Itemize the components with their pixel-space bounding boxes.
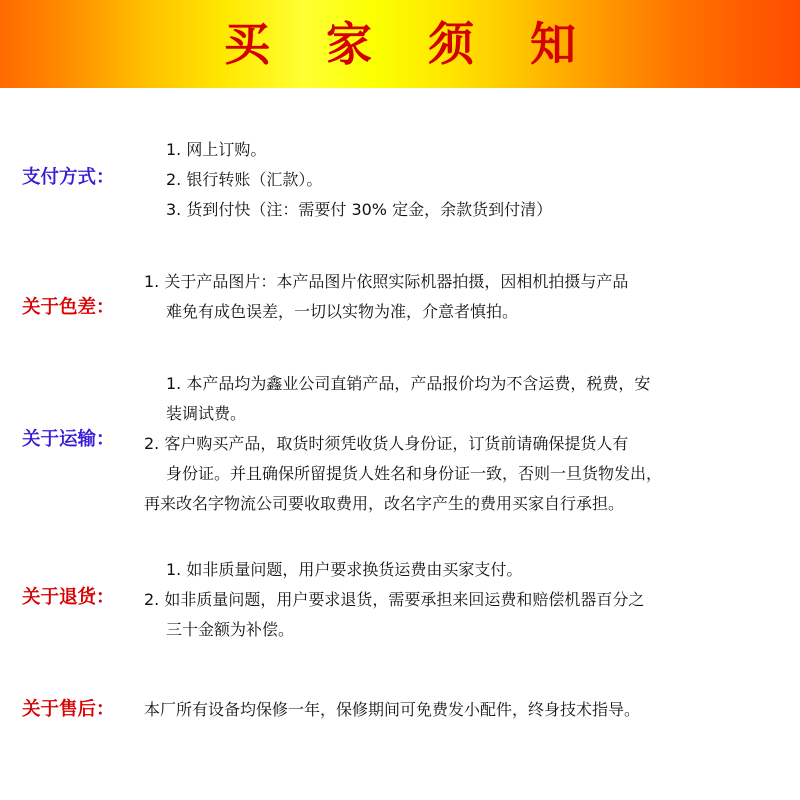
shipping-line-3: 2. 客户购买产品，取货时须凭收货人身份证，订货前请确保提货人有	[144, 434, 629, 453]
color-line-1: 1. 关于产品图片：本产品图片依照实际机器拍摄，因相机拍摄与产品	[144, 272, 629, 291]
shipping-line-1: 1. 本产品均为鑫业公司直销产品，产品报价均为不含运费，税费，安	[166, 374, 651, 393]
section-after-sales-body	[144, 695, 782, 725]
section-shipping	[0, 369, 800, 519]
section-color-difference	[0, 267, 800, 327]
shipping-line-4: 身份证。并且确保所留提货人姓名和身份证一致，否则一旦货物发出，	[166, 464, 663, 483]
shipping-line-2: 装调试费。	[166, 404, 247, 423]
section-return-label: 关于退货：	[22, 587, 115, 608]
section-after-sales	[0, 695, 800, 725]
return-line-3: 三十金额为补偿。	[166, 620, 295, 639]
section-shipping-label: 关于运输：	[22, 429, 115, 450]
return-line-2: 2. 如非质量问题，用户要求退货，需要承担来回运费和赔偿机器百分之	[144, 590, 645, 609]
payment-line-3: 3. 货到付快（注：需要付 30% 定金，余款货到付清）	[166, 200, 553, 219]
notice-content	[0, 135, 800, 725]
section-color-difference-body	[144, 267, 782, 327]
section-after-sales-label: 关于售后：	[22, 699, 115, 720]
payment-line-1: 1. 网上订购。	[166, 140, 267, 159]
page-title: 买 家 须 知	[223, 17, 597, 71]
payment-line-2: 2. 银行转账（汇款）。	[166, 170, 323, 189]
section-shipping-body	[144, 369, 782, 519]
section-return-body	[144, 555, 782, 645]
after-sales-line-1: 本厂所有设备均保修一年，保修期间可免费发小配件，终身技术指导。	[144, 700, 641, 719]
banner	[0, 0, 800, 88]
section-return	[0, 555, 800, 645]
shipping-line-5: 再来改名字物流公司要收取费用，改名字产生的费用买家自行承担。	[144, 494, 625, 513]
return-line-1: 1. 如非质量问题，用户要求换货运费由买家支付。	[166, 560, 523, 579]
section-payment	[0, 135, 800, 225]
section-color-difference-label: 关于色差：	[22, 297, 115, 318]
color-line-2: 难免有成色误差，一切以实物为准，介意者慎拍。	[166, 302, 519, 321]
section-payment-label: 支付方式：	[22, 167, 115, 188]
section-payment-body	[144, 135, 782, 225]
